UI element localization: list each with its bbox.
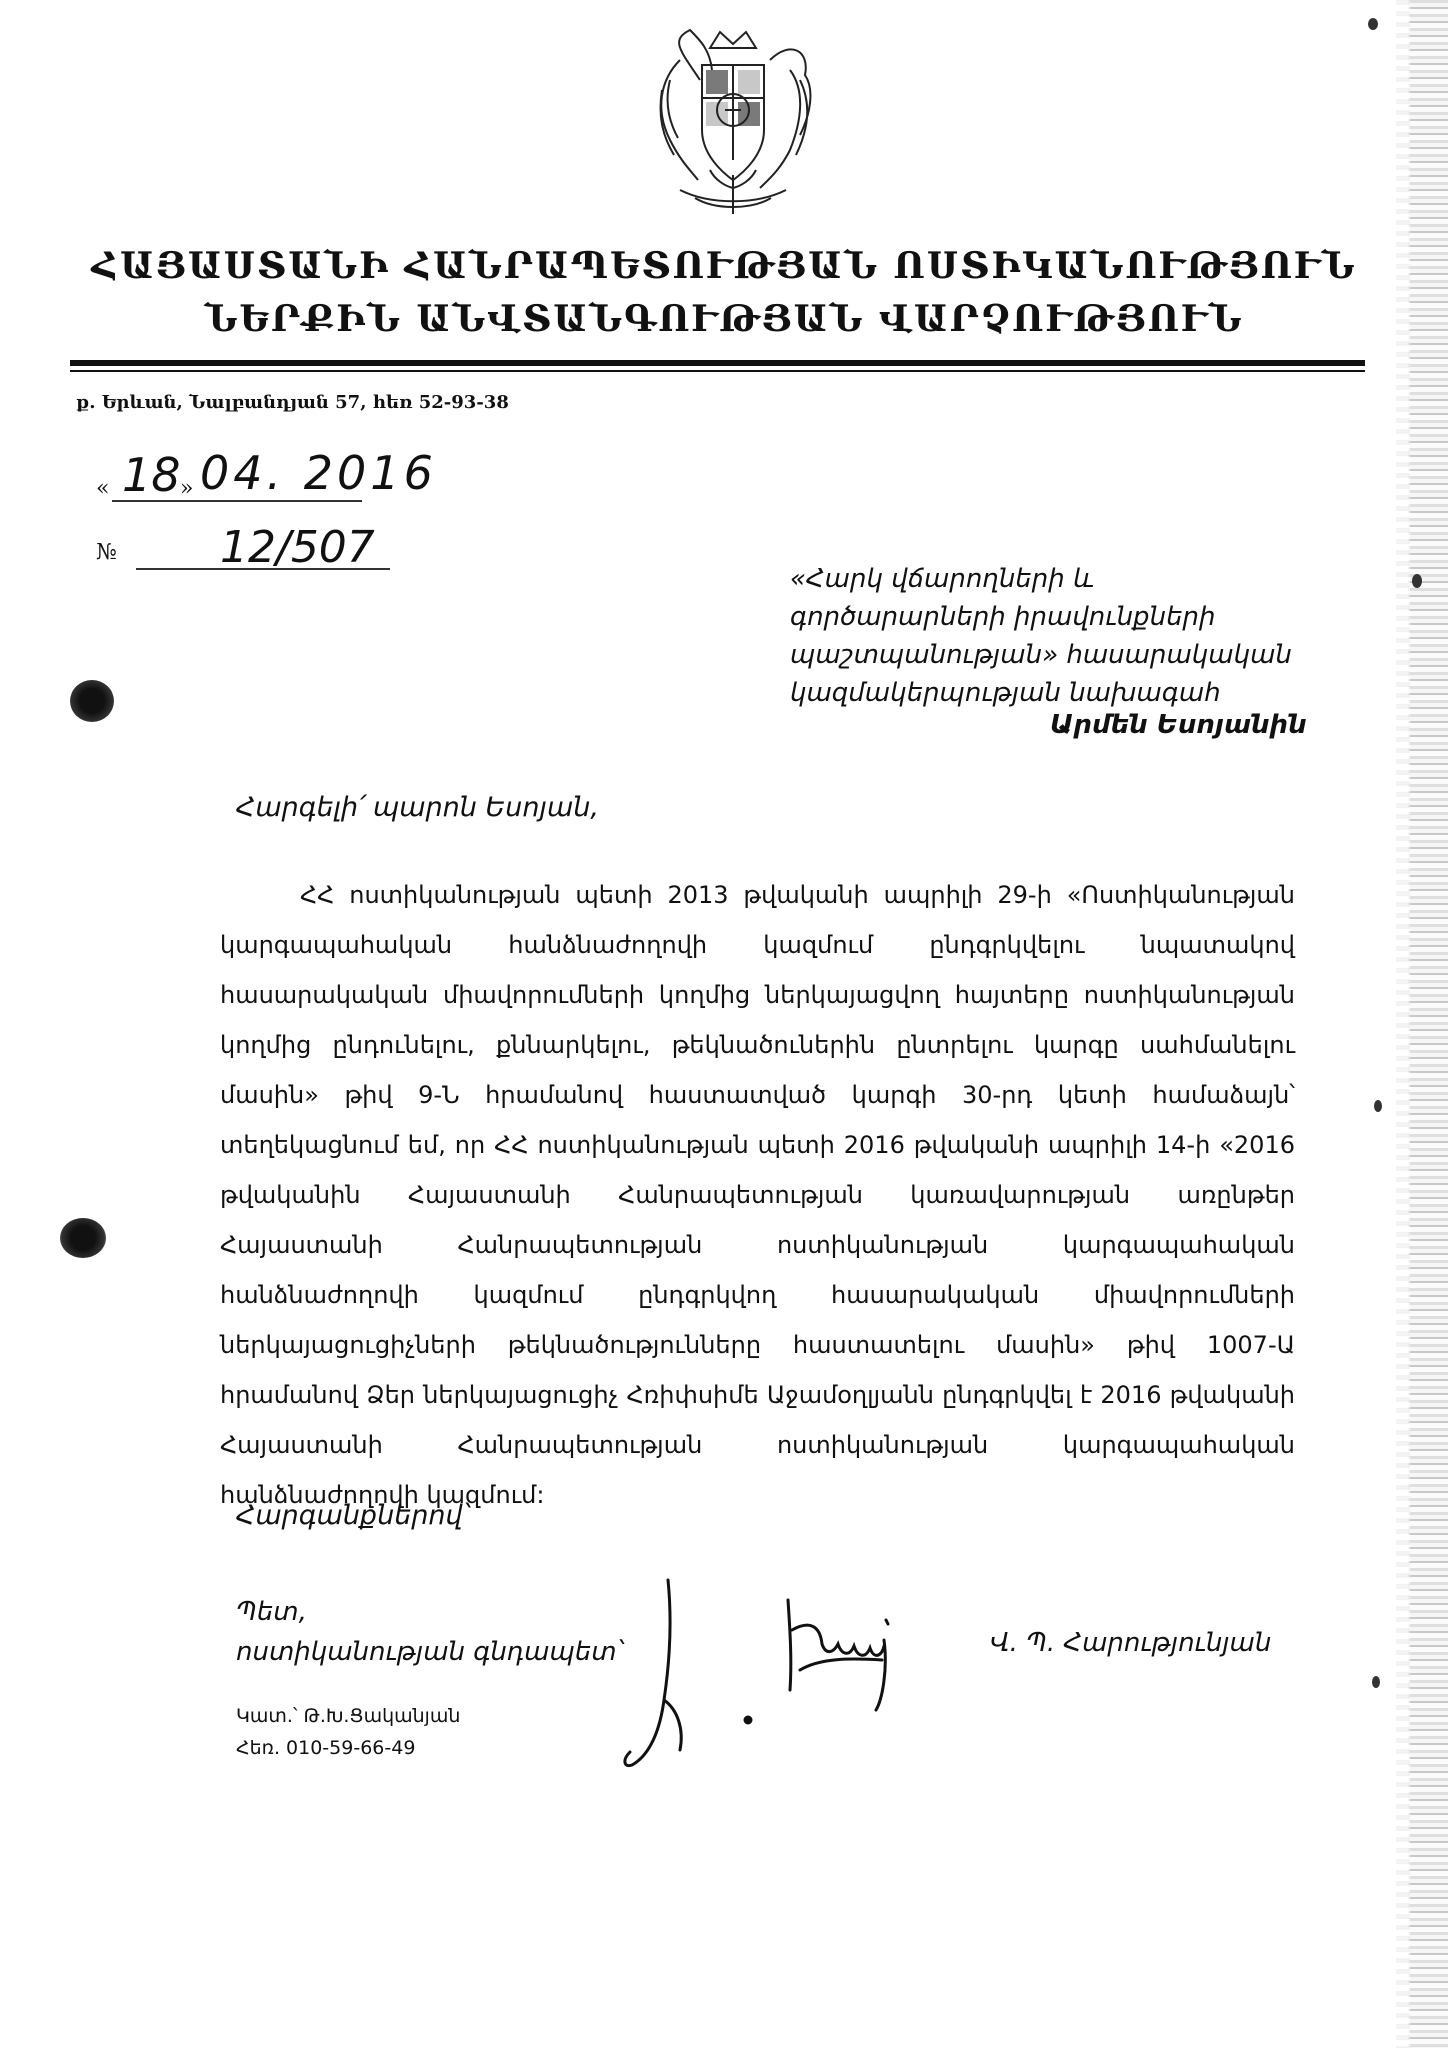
- header-divider: [70, 360, 1365, 366]
- punch-dot: [1372, 1676, 1380, 1688]
- header-divider-thin: [70, 370, 1365, 372]
- signer-title: [236, 1592, 623, 1672]
- date-close-quote: »: [180, 476, 194, 501]
- closing-regards: Հարգանքներով՝: [236, 1500, 470, 1531]
- outgoing-number: 12/507: [220, 522, 375, 573]
- executor-name: Կատ.՝ Թ.Խ.Ցականյան: [236, 1705, 461, 1727]
- date-month-year: 04. 2016: [200, 446, 437, 500]
- agency-title-line2: ՆԵՐՔԻՆ ԱՆՎՏԱՆԳՈՒԹՅԱՆ ՎԱՐՉՈՒԹՅՈՒՆ: [204, 298, 1244, 340]
- date-underline: [112, 500, 362, 502]
- coat-of-arms-emblem: [640, 20, 826, 216]
- signer-title-line1: Պետ,: [236, 1597, 307, 1627]
- date-open-quote: «: [96, 476, 110, 501]
- signer-name: Վ. Պ. Հարությունյան: [990, 1628, 1272, 1658]
- recipient-name: Արմեն Եսոյանին: [1050, 710, 1307, 740]
- agency-title-line1: ՀԱՅԱՍՏԱՆԻ ՀԱՆՐԱՊԵՏՈՒԹՅԱՆ ՈՍՏԻԿԱՆՈՒԹՅՈՒՆ: [91, 245, 1357, 287]
- ink-blot: [60, 1218, 106, 1258]
- punch-dot: [1368, 18, 1378, 30]
- number-sign: №: [96, 540, 117, 565]
- punch-dot: [1412, 574, 1422, 588]
- signer-title-line2: ոստիկանության գնդապետ՝: [236, 1637, 623, 1667]
- handwritten-signature: [620, 1560, 950, 1780]
- salutation: Հարգելի՛ պարոն Եսոյան,: [236, 792, 599, 823]
- recipient-organization: «Հարկ վճարողների և գործարարների իրավունքների պաշտպանության» հասարակական կազմակերպության նախագահ: [790, 564, 1292, 708]
- punch-dot: [1374, 1100, 1382, 1112]
- agency-address: ք. Երևան, Նալբանդյան 57, հեռ 52-93-38: [76, 392, 509, 413]
- executor-phone: Հեռ. 010-59-66-49: [236, 1737, 416, 1759]
- date-day: 18: [122, 448, 181, 502]
- executor-contact: [236, 1700, 460, 1764]
- ink-blot: [70, 680, 114, 722]
- letter-body: ՀՀ ոստիկանության պետի 2013 թվականի ապրիլի 29-ի «Ոստիկանության կարգապահական հանձնաժողովի կազմում ընդգրկվելու նպատակով հասարակական միավորումների կողմից ներկայացվող հայտերը ոստիկանության կողմից ընդունելու, քննարկելու, թեկնածուներին ընտրելու կարգը սահմանելու մասին» թիվ 9-Ն հրամանով հաստատված կարգի 30-րդ կետի համաձայն՝ տեղեկացնում եմ, որ ՀՀ ոստիկանության պետի 2016 թվականի ապրիլի 14-ի «2016 թվականին Հայաստանի Հանրապետության կառավարության առընթեր Հայաստանի Հանրապետության ոստիկանության կարգապահական հանձնաժողովի կազմում ընդգրկվող հասարակական միավորումների ներկայացուցիչների թեկնածությունները հաստատելու մասին» թիվ 1007-Ա հրամանով Ձեր ներկայացուցիչ Հռիփսիմե Աջամօղլյանն ընդգրկվել է 2016 թվականի Հայաստանի Հանրապետության ոստիկանության կարգապահական հանձնաժողովի կազմում:: [220, 881, 1295, 1509]
- number-underline: [136, 568, 390, 570]
